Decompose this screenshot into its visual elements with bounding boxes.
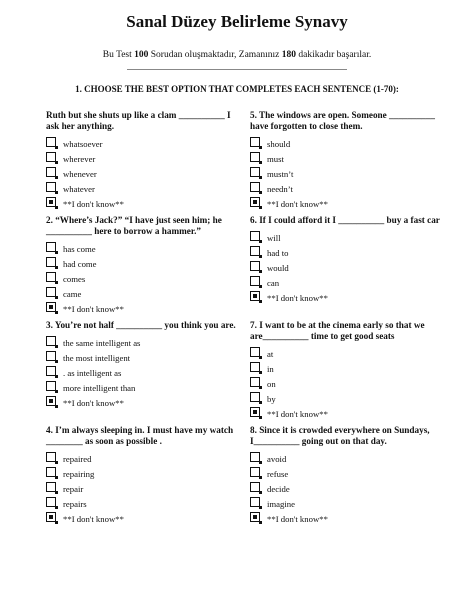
answer-option[interactable] <box>46 196 246 211</box>
answer-option[interactable] <box>250 151 450 166</box>
time-limit-minutes: 180 <box>281 50 297 60</box>
option-label: would <box>267 263 289 273</box>
option-label: the same intelligent as <box>63 338 141 348</box>
option-label: more intelligent than <box>63 383 136 393</box>
answer-option[interactable] <box>250 261 450 276</box>
question-stem: Ruth but she shuts up like a clam __________ I ask her anything. <box>46 110 231 131</box>
checked-checkbox-icon[interactable] <box>250 407 260 417</box>
question-2 <box>46 215 246 316</box>
answer-option[interactable] <box>250 136 450 151</box>
checkbox-icon[interactable] <box>46 167 56 177</box>
checkbox-icon[interactable] <box>250 167 260 177</box>
question-7 <box>250 320 450 421</box>
checkbox-icon[interactable] <box>250 231 260 241</box>
checkbox-icon[interactable] <box>46 351 56 361</box>
answer-options <box>250 231 450 306</box>
option-label: had come <box>63 258 97 269</box>
option-label: **I don't know** <box>63 198 124 209</box>
answer-option[interactable] <box>250 276 450 291</box>
answer-option[interactable] <box>250 496 450 511</box>
option-label: in <box>267 363 274 374</box>
checkbox-icon[interactable] <box>46 152 56 162</box>
checkbox-icon[interactable] <box>46 272 56 282</box>
checkbox-icon[interactable] <box>250 246 260 256</box>
checked-checkbox-icon[interactable] <box>46 302 56 312</box>
answer-option[interactable] <box>250 181 450 196</box>
checkbox-icon[interactable] <box>250 497 260 507</box>
question-stem: 8. Since it is crowded everywhere on Sundays, I__________ going out on that day. <box>250 425 430 446</box>
checkbox-icon[interactable] <box>46 242 56 252</box>
checkbox-icon[interactable] <box>250 137 260 147</box>
answer-option[interactable] <box>46 166 246 181</box>
test-info <box>0 50 474 60</box>
option-label: mustn’t <box>267 168 294 179</box>
option-label: can <box>267 278 280 288</box>
option-label: came <box>63 288 82 299</box>
question-stem: 7. I want to be at the cinema early so that we are__________ time to get good seats <box>250 320 425 341</box>
answer-option[interactable] <box>250 451 450 466</box>
question-stem: 5. The windows are open. Someone __________ have forgotten to close them. <box>250 110 435 131</box>
question-stem: 6. If I could afford it I __________ buy a fast car <box>250 215 440 225</box>
answer-option[interactable] <box>46 396 246 411</box>
question-count: 100 <box>134 50 149 60</box>
option-label: will <box>267 233 281 243</box>
answer-option[interactable] <box>250 166 450 181</box>
option-label: whatever <box>63 183 95 194</box>
option-label: **I don't know** <box>63 398 124 408</box>
answer-option[interactable] <box>46 336 246 351</box>
answer-options <box>46 136 246 211</box>
answer-option[interactable] <box>46 381 246 396</box>
answer-option[interactable] <box>46 241 246 256</box>
checkbox-icon[interactable] <box>46 182 56 192</box>
answer-options <box>250 451 450 526</box>
question-stem: 2. “Where’s Jack?” “I have just seen him; he __________ here to borrow a hammer.” <box>46 215 222 236</box>
option-label: **I don't know** <box>63 513 124 524</box>
checkbox-icon[interactable] <box>46 381 56 391</box>
answer-option[interactable] <box>250 511 450 526</box>
answer-option[interactable] <box>250 391 450 406</box>
option-label: **I don't know** <box>63 303 124 314</box>
answer-options <box>46 336 246 411</box>
option-label: had to <box>267 248 289 258</box>
question-stem: 4. I’m always sleeping in. I must have my watch ________ as soon as possible . <box>46 425 234 446</box>
answer-option[interactable] <box>46 366 246 381</box>
option-label: whenever <box>63 168 97 179</box>
answer-option[interactable] <box>250 231 450 246</box>
checkbox-icon[interactable] <box>250 347 260 357</box>
answer-option[interactable] <box>250 361 450 376</box>
option-label: the most intelligent <box>63 353 131 363</box>
answer-option[interactable] <box>46 136 246 151</box>
answer-option[interactable] <box>250 196 450 211</box>
checked-checkbox-icon[interactable] <box>250 197 260 207</box>
option-label: whatsoever <box>63 138 103 149</box>
question-stem: 3. You’re not half __________ you think you are. <box>46 320 236 330</box>
question-6 <box>250 215 450 306</box>
option-label: wherever <box>63 153 96 164</box>
option-label: by <box>267 393 276 404</box>
answer-option[interactable] <box>46 511 246 526</box>
checkbox-icon[interactable] <box>46 336 56 346</box>
answer-option[interactable] <box>46 271 246 286</box>
checked-checkbox-icon[interactable] <box>46 512 56 522</box>
checkbox-icon[interactable] <box>46 287 56 297</box>
answer-option[interactable] <box>46 301 246 316</box>
test-info-post: dakikadır başarılar. <box>296 50 372 60</box>
answer-options <box>250 346 450 421</box>
header-divider <box>127 69 347 70</box>
checkbox-icon[interactable] <box>46 452 56 462</box>
checkbox-icon[interactable] <box>46 257 56 267</box>
answer-option[interactable] <box>46 481 246 496</box>
page-title: Sanal Düzey Belirleme Synavy <box>126 12 348 31</box>
answer-option[interactable] <box>46 351 246 366</box>
checkbox-icon[interactable] <box>250 452 260 462</box>
option-label: needn’t <box>267 183 293 194</box>
checkbox-icon[interactable] <box>46 467 56 477</box>
answer-option[interactable] <box>46 151 246 166</box>
option-label: repairing <box>63 468 95 479</box>
checked-checkbox-icon[interactable] <box>46 396 56 406</box>
question-8 <box>250 425 450 526</box>
option-label: **I don't know** <box>267 408 328 419</box>
section-instruction: 1. CHOOSE THE BEST OPTION THAT COMPLETES EACH SENTENCE (1-70): <box>75 84 399 94</box>
checkbox-icon[interactable] <box>46 482 56 492</box>
option-label: refuse <box>267 468 289 479</box>
checked-checkbox-icon[interactable] <box>250 291 260 301</box>
answer-options <box>46 451 246 526</box>
checked-checkbox-icon[interactable] <box>250 512 260 522</box>
answer-option[interactable] <box>250 376 450 391</box>
answer-option[interactable] <box>250 481 450 496</box>
answer-options <box>250 136 450 211</box>
option-label: . as intelligent as <box>63 368 122 378</box>
checkbox-icon[interactable] <box>250 392 260 402</box>
answer-option[interactable] <box>46 256 246 271</box>
checkbox-icon[interactable] <box>250 276 260 286</box>
option-label: at <box>267 348 274 359</box>
option-label: repairs <box>63 498 87 509</box>
checkbox-icon[interactable] <box>250 362 260 372</box>
option-label: comes <box>63 273 86 284</box>
option-label: decide <box>267 483 290 494</box>
question-5 <box>250 110 450 211</box>
option-label: should <box>267 138 291 149</box>
test-info-mid: Sorudan oluşmaktadır, Zamanınız <box>148 50 282 60</box>
answer-option[interactable] <box>46 181 246 196</box>
checked-checkbox-icon[interactable] <box>46 197 56 207</box>
checkbox-icon[interactable] <box>46 366 56 376</box>
answer-option[interactable] <box>46 466 246 481</box>
answer-option[interactable] <box>46 496 246 511</box>
checkbox-icon[interactable] <box>250 261 260 271</box>
answer-option[interactable] <box>250 406 450 421</box>
option-label: **I don't know** <box>267 293 328 303</box>
answer-options <box>46 241 246 316</box>
option-label: must <box>267 153 284 164</box>
option-label: on <box>267 378 276 389</box>
checkbox-icon[interactable] <box>250 467 260 477</box>
checkbox-icon[interactable] <box>250 152 260 162</box>
checkbox-icon[interactable] <box>46 497 56 507</box>
answer-option[interactable] <box>46 286 246 301</box>
question-4 <box>46 425 246 526</box>
option-label: **I don't know** <box>267 198 328 209</box>
answer-option[interactable] <box>46 451 246 466</box>
option-label: avoid <box>267 453 287 464</box>
checkbox-icon[interactable] <box>46 137 56 147</box>
option-label: repair <box>63 483 84 494</box>
test-info-pre: Bu Test <box>102 50 135 60</box>
answer-option[interactable] <box>250 291 450 306</box>
option-label: **I don't know** <box>267 513 328 524</box>
answer-option[interactable] <box>250 346 450 361</box>
answer-option[interactable] <box>250 466 450 481</box>
checkbox-icon[interactable] <box>250 182 260 192</box>
option-label: repaired <box>63 453 92 464</box>
question-3 <box>46 320 246 411</box>
checkbox-icon[interactable] <box>250 482 260 492</box>
question-1 <box>46 110 246 211</box>
option-label: has come <box>63 243 96 254</box>
checkbox-icon[interactable] <box>250 377 260 387</box>
option-label: imagine <box>267 498 295 509</box>
answer-option[interactable] <box>250 246 450 261</box>
